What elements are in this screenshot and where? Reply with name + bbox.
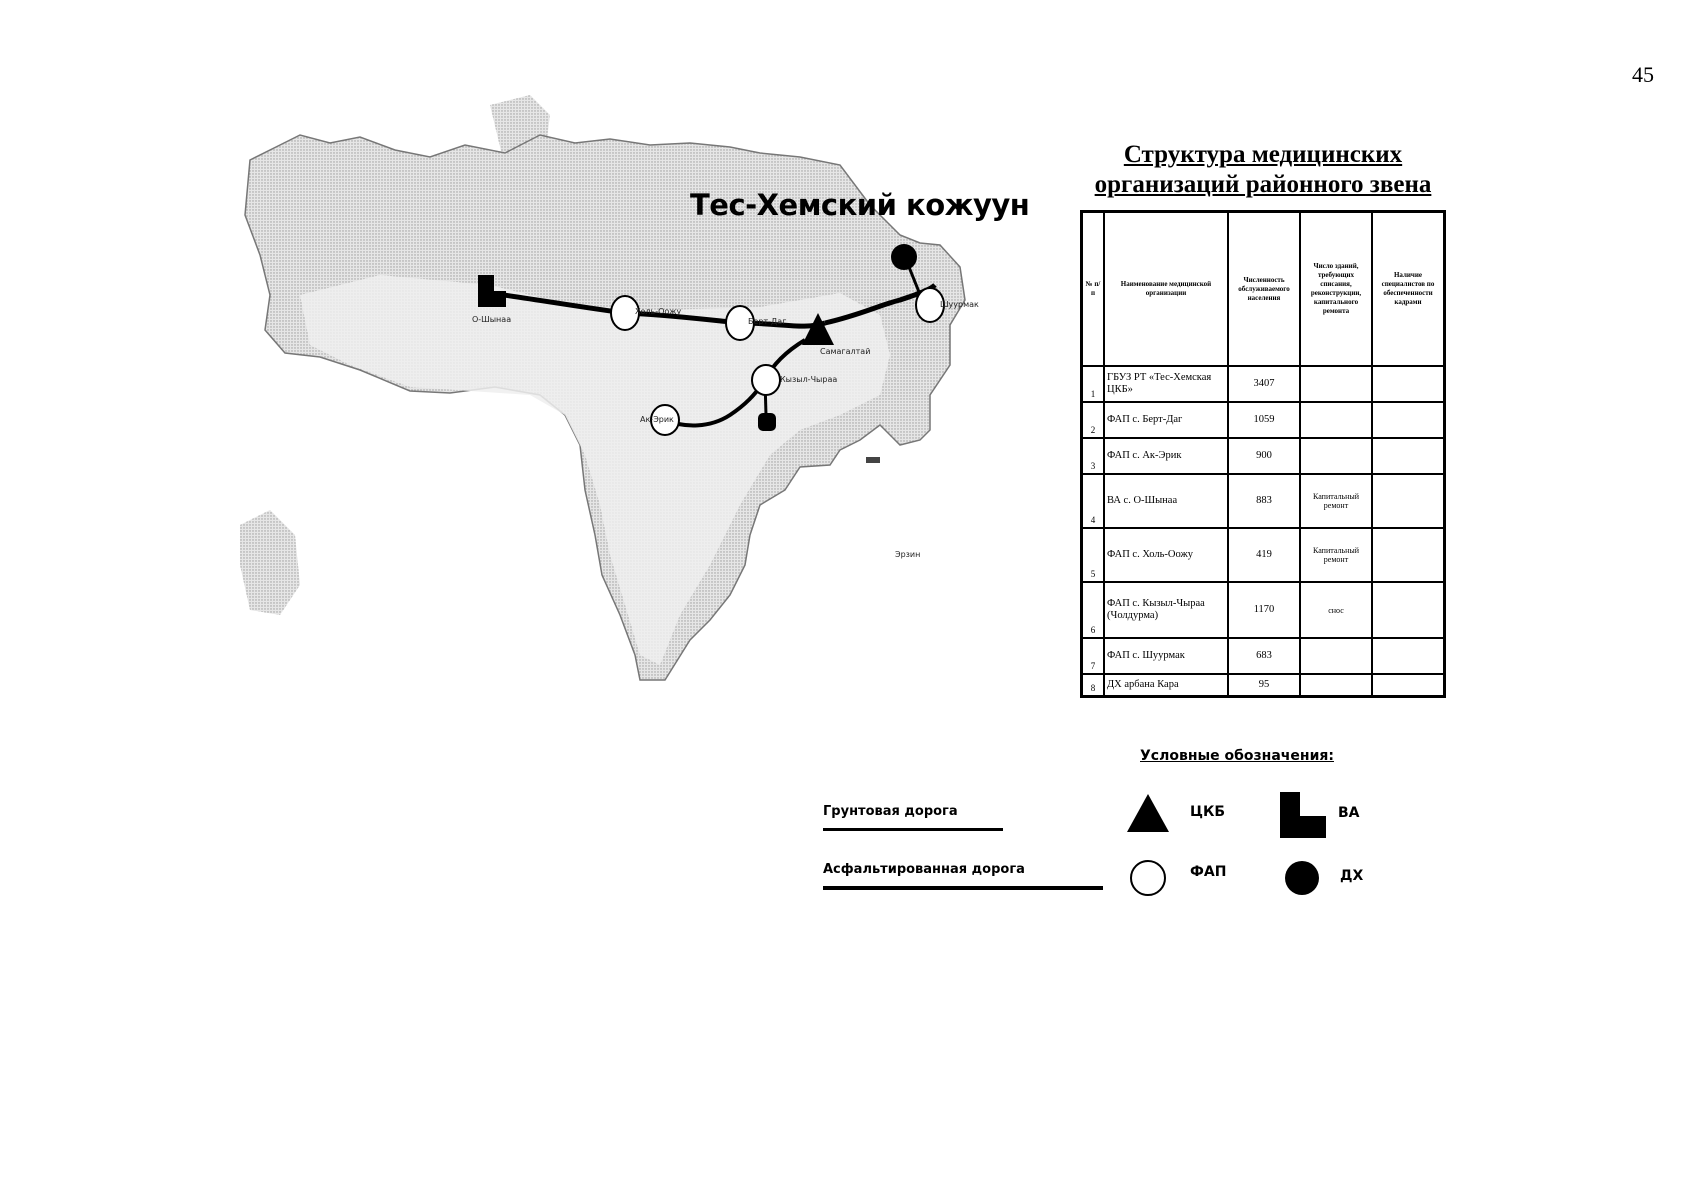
specialists <box>1372 402 1445 438</box>
table-row <box>1082 638 1445 674</box>
table-header: Наличие специалистов по обеспеченности кадрами <box>1372 212 1445 367</box>
row-number: 7 <box>1082 638 1105 674</box>
buildings-need: снос <box>1300 582 1372 638</box>
page-number: 45 <box>1632 62 1654 87</box>
paved-road-sample <box>823 886 1103 890</box>
buildings-need <box>1300 366 1372 402</box>
district-map-graphic <box>240 95 1070 695</box>
specialists <box>1372 438 1445 474</box>
specialists <box>1372 474 1445 528</box>
population: 1170 <box>1228 582 1300 638</box>
specialists <box>1372 582 1445 638</box>
place-label: Самагалтай <box>820 347 871 356</box>
row-number: 1 <box>1082 366 1105 402</box>
dh-marker <box>891 244 917 270</box>
table-title-line: организаций районного звена <box>1094 171 1432 198</box>
table-row <box>1082 674 1445 696</box>
org-name: ДХ арбана Кара <box>1104 674 1228 696</box>
dh-label: ДХ <box>1340 868 1364 884</box>
map-title: Тес-Хемский кожуун <box>690 188 1030 222</box>
place-label: Ак-Эрик <box>640 415 674 424</box>
table-title-line: Структура медицинских <box>1123 141 1403 168</box>
table-header-row <box>1082 212 1445 367</box>
population: 900 <box>1228 438 1300 474</box>
row-number: 2 <box>1082 402 1105 438</box>
table-row <box>1082 582 1445 638</box>
paved-road-label: Асфальтированная дорога <box>823 862 1025 877</box>
fap-label: ФАП <box>1190 864 1227 880</box>
population: 419 <box>1228 528 1300 582</box>
table-row <box>1082 474 1445 528</box>
tskb-label: ЦКБ <box>1190 804 1226 820</box>
va-marker <box>478 291 506 307</box>
district-map <box>240 95 1070 695</box>
org-name: ФАП с. Берт-Даг <box>1104 402 1228 438</box>
row-number: 4 <box>1082 474 1105 528</box>
row-number: 5 <box>1082 528 1105 582</box>
row-number: 3 <box>1082 438 1105 474</box>
neighbor-territory <box>240 510 300 615</box>
specialists <box>1372 366 1445 402</box>
org-name: ФАП с. Холь-Оожу <box>1104 528 1228 582</box>
table-header: № п/п <box>1082 212 1105 367</box>
org-name: ФАП с. Шуурмак <box>1104 638 1228 674</box>
buildings-need <box>1300 638 1372 674</box>
table-header: Численность обслуживаемого населения <box>1228 212 1300 367</box>
buildings-need <box>1300 402 1372 438</box>
population: 3407 <box>1228 366 1300 402</box>
place-label: Берт-Даг <box>748 317 787 326</box>
table-row <box>1082 366 1445 402</box>
place-label: О-Шынаа <box>472 315 512 324</box>
population: 1059 <box>1228 402 1300 438</box>
fap-circle-icon <box>1128 858 1168 898</box>
valley-area <box>300 275 890 665</box>
org-name: ФАП с. Ак-Эрик <box>1104 438 1228 474</box>
buildings-need: Капитальный ремонт <box>1300 474 1372 528</box>
place-label: Шуурмак <box>940 300 979 309</box>
specialists <box>1372 638 1445 674</box>
table-header: Число зданий, требующих списания, реконструкции, капитального ремонта <box>1300 212 1372 367</box>
place-label: Холь-Оожу <box>635 307 682 316</box>
tskb-triangle-icon <box>1125 792 1171 834</box>
buildings-need <box>1300 438 1372 474</box>
specialists <box>1372 674 1445 696</box>
organizations-table <box>1080 210 1446 698</box>
va-block-icon <box>1280 792 1326 838</box>
org-name: ФАП с. Кызыл-Чыраа (Чолдурма) <box>1104 582 1228 638</box>
table-header: Наименование медицинской организации <box>1104 212 1228 367</box>
population: 95 <box>1228 674 1300 696</box>
population: 683 <box>1228 638 1300 674</box>
org-name: ВА с. О-Шынаа <box>1104 474 1228 528</box>
place-label: Эрзин <box>895 550 921 559</box>
fap-marker <box>752 365 780 395</box>
settlement-marker <box>866 457 880 463</box>
dirt-road-sample <box>823 828 1003 831</box>
row-number: 6 <box>1082 582 1105 638</box>
legend-title: Условные обозначения: <box>1140 748 1334 764</box>
place-label: Кызыл-Чыраа <box>780 375 838 384</box>
buildings-need: Капитальный ремонт <box>1300 528 1372 582</box>
dh-circle-icon <box>1282 858 1322 898</box>
specialists <box>1372 528 1445 582</box>
population: 883 <box>1228 474 1300 528</box>
table-row <box>1082 402 1445 438</box>
dirt-road-label: Грунтовая дорога <box>823 804 958 819</box>
va-label: ВА <box>1338 805 1360 821</box>
table-row <box>1082 438 1445 474</box>
org-name: ГБУЗ РТ «Тес-Хемская ЦКБ» <box>1104 366 1228 402</box>
table-row <box>1082 528 1445 582</box>
table-title <box>1068 140 1458 200</box>
buildings-need <box>1300 674 1372 696</box>
row-number: 8 <box>1082 674 1105 696</box>
settlement-marker <box>758 413 776 431</box>
